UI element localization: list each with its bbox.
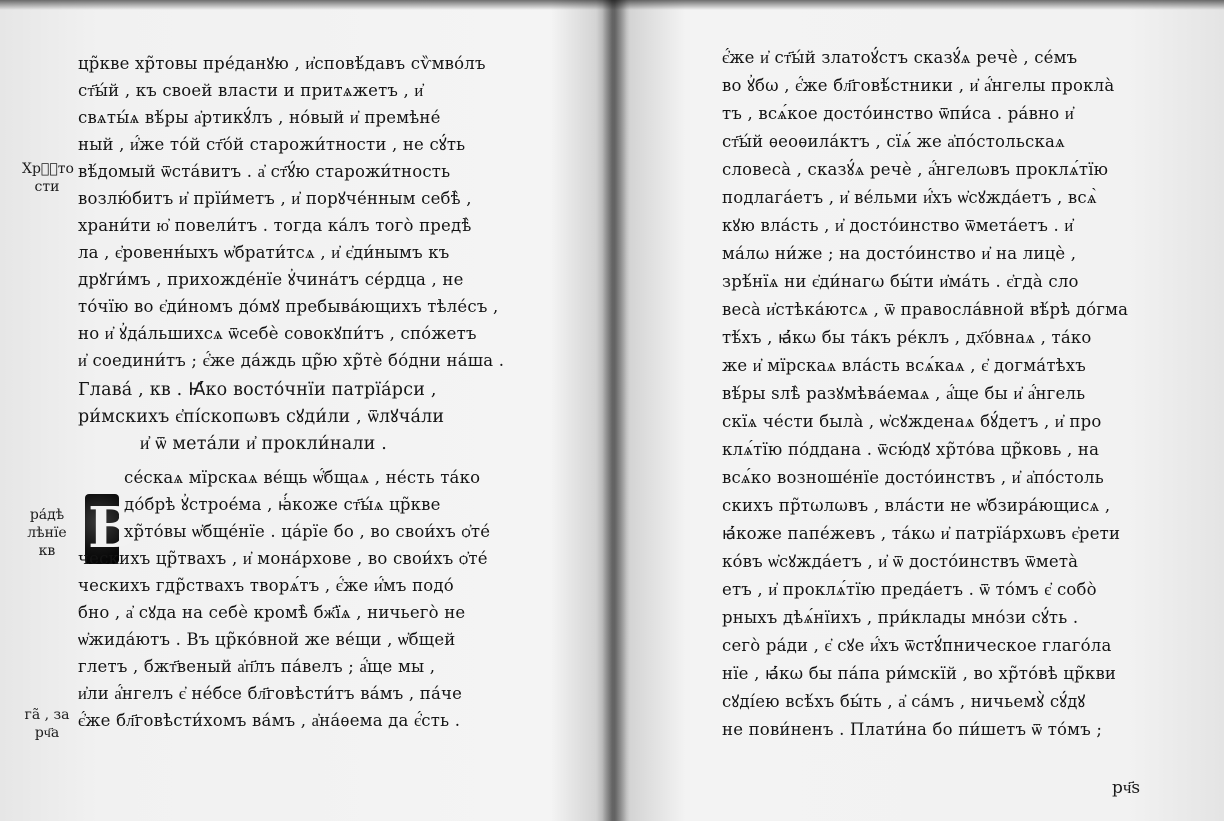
text-line: храни́ти ю҆ повели́тъ . тогда ка́лъ того̀ предѣ̀ [78,216,472,235]
text-line: во ꙋ҆́бω , є҆́же бл҃говѣ́стники , и҆ а҆́нгелы прокла̀ [722,76,1115,95]
text-line: сего̀ ра́ди , є҆ сꙋе и҆́хъ ѿстꙋ́пническое глаго́ла [722,636,1112,655]
initial-letter: В [88,495,136,561]
text-line: глетъ , бжт҃веный а҆п҃лъ па́велъ ; а҆́ще мы , [78,657,436,676]
text-line: нїе , ꙗ҆́кω бы па́па ри́мскїй , во хр̃то́вѣ цр̃кви [722,664,1117,683]
margin-note: га̃ , за рч҃а [24,707,70,741]
text-line: вѣ́ры ѕлѣ̀ разꙋмѣва́емаѧ , а҆́ще бы и҆ а҆́нгель [722,384,1086,403]
text-line: є҆́же бл҃говѣсти́хомъ ва́мъ , а҆на́ѳема да є҆́сть . [78,711,461,730]
text-line: возлю́битъ и҆ прїи́метъ , и҆ порꙋче́нным себѣ̀ , [78,189,472,208]
right-page [624,0,1224,821]
chapter-heading: ри́мскихъ є҆пі́скопωвъ сꙋди́ли , ѿлꙋча́ли [78,407,445,427]
text-line: скїѧ че́сти была̀ , ѡ҆сꙋжденаѧ бꙋ́детъ , и҆ про [722,412,1102,431]
text-line: цр̃кве хр̃товы пре́данꙋю , и҆сповѣ́давъ сѷмво́лъ [78,54,486,73]
text-line: ческихъ цр̃твахъ , и҆ мона́рхове , во свои́хъ ѻ҆те́ [78,549,488,568]
text-line: рныхъ дѣѧ́нїихъ , при́клады мно́зи сꙋ́ть . [722,608,1079,627]
page-number: рч҃ѕ [1112,778,1141,798]
text-line: то́чїю во є҆ди́номъ до́мꙋ пребыва́ющихъ тѣле́съ , [78,297,499,316]
text-line: подлага́етъ , и҆ ве́льми и҆́хъ ѡ҆сꙋжда́етъ , всѧ̀ [722,188,1097,207]
text-line: є҆́же и҆ ст҃ы́й златоꙋ́стъ сказꙋ́ѧ речѐ , се́мъ [722,48,1078,67]
text-line: хр̃то́вы ѡ҆бще́нїе . ца́рїе бо , во свои́хъ ѻ҆те́ [124,522,491,541]
margin-note: ра́дѣ лѣнїе кв [27,507,67,559]
text-line: не пови́ненъ . Плати́на бо пи́шетъ ѿ то́мъ ; [722,720,1103,739]
text-line: и҆ соедини́тъ ; є҆́же да́ждь цр̃ю хр̃тѐ бо́дни на́ша . [78,351,505,370]
text-line: вѣ́домый ѿста́витъ . а҆ ст҃ꙋ́ю старожи́тность [78,162,451,181]
text-line: тъ , всѧ́кое досто́инство ѿпи́са . ра́вно и҆ [722,104,1074,123]
text-line: бно , а҆ сꙋда на себѐ кромѣ̀ бж҃їѧ , ничьего̀ не [78,603,466,622]
text-line: тѣ́хъ , ꙗ҆́кω бы та́къ ре́клъ , дх҃о́внаѧ , та́ко [722,328,1092,347]
text-line: ст҃ы́й ѳеоѳила́ктъ , сїѧ́ же а҆по́стольскаѧ [722,132,1065,151]
text-line: ческихъ гдр̃ствахъ творѧ́тъ , є҆́же и҆́мъ подо́ [78,576,454,595]
text-line: клѧ́тїю по́ддана . ѿсю́дꙋ хр̃то́ва цр̃ковь , на [722,440,1100,459]
text-line: сꙋді́ею всѣ́хъ бы́ть , а҆ са́мъ , ничьемꙋ̀ сꙋ́дꙋ [722,692,1086,711]
text-line: всѧ́ко возноше́нїе досто́инствъ , и҆ а҆по́столь [722,468,1104,487]
text-line: ма́лω ни́же ; на досто́инство и҆ на лицѐ , [722,244,1077,263]
text-line: до́брѣ ꙋ҆строе́ма , ꙗ҆́коже ст҃ы́ѧ цр̃кве [124,495,441,514]
text-line: ꙗ҆́коже папе́жевъ , та́кω и҆ патрїа́рхωвъ є҆рети [722,524,1121,543]
text-line: дрꙋги́мъ , прихожде́нїе ꙋ҆чина́тъ се́рдца , не [78,270,464,289]
text-line: ко́въ ѡ҆сꙋжда́етъ , и҆ ѿ досто́инствъ ѿмета̀ [722,552,1079,571]
chapter-heading: Глава́ , кв . Ꙗ҆́ко восто́чнїи патрїа́рси , [78,380,437,400]
text-line: ла , є҆ровенн́ыхъ ѡ҆брати́тсѧ , и҆ є҆ди́нымъ къ [78,243,450,262]
text-line: веса̀ и҆стѣка́ютсѧ , ѿ правосла́вной вѣ́рѣ до́гма [722,300,1129,319]
text-line: се́скаѧ мїрскаѧ ве́щь ѡ҆́бщаѧ , не́сть та́ко [124,468,481,487]
text-line: зрѣ́нїѧ ни є҆ди́нагω бы́ти и҆ма́ть . є҆гда̀ сло [722,272,1079,291]
text-line: и҆ли а҆́нгелъ є҆ не́бсе бл҃говѣсти́тъ ва́мъ , па́че [78,684,463,703]
text-line: етъ , и҆ проклѧ́тїю преда́етъ . ѿ то́мъ є҆ собо̀ [722,580,1097,599]
text-line: ст҃ы́й , къ своей власти и притѧжетъ , и҆ [78,81,424,100]
text-line: но и҆ ꙋ҆да́льшихсѧ ѿсебѐ совокꙋпи́тъ , спо́жетъ [78,324,477,343]
text-line: словеса̀ , сказꙋ́ѧ речѐ , а҆́нгелωвъ проклѧ́тїю [722,160,1109,179]
chapter-heading: и҆ ѿ мета́ли и҆ прокли́нали . [140,434,388,454]
margin-note: Хрⷭ҇то сти [22,161,74,195]
left-page [0,0,600,821]
text-line: ный , и҆́же то́й ст҃о́й старожи́тности , не сꙋ́ть [78,135,466,154]
text-line: свѧты́ѧ вѣ́ры а҆ртикꙋ́лъ , но́вый и҆ премѣне́ [78,108,441,127]
text-line: же и҆ мїрскаѧ вла́сть всѧ́каѧ , є҆ догма́тѣхъ [722,356,1087,375]
text-line: скихъ пр̃тωлωвъ , вла́сти не ѡ҆бзира́ющисѧ , [722,496,1111,515]
text-line: ѡ҆жида́ютъ . Въ цр̃ко́вной же ве́щи , ѡ҆бщей [78,630,456,649]
text-line: кꙋю вла́сть , и҆ досто́инство ѿмета́етъ . и҆ [722,216,1074,235]
